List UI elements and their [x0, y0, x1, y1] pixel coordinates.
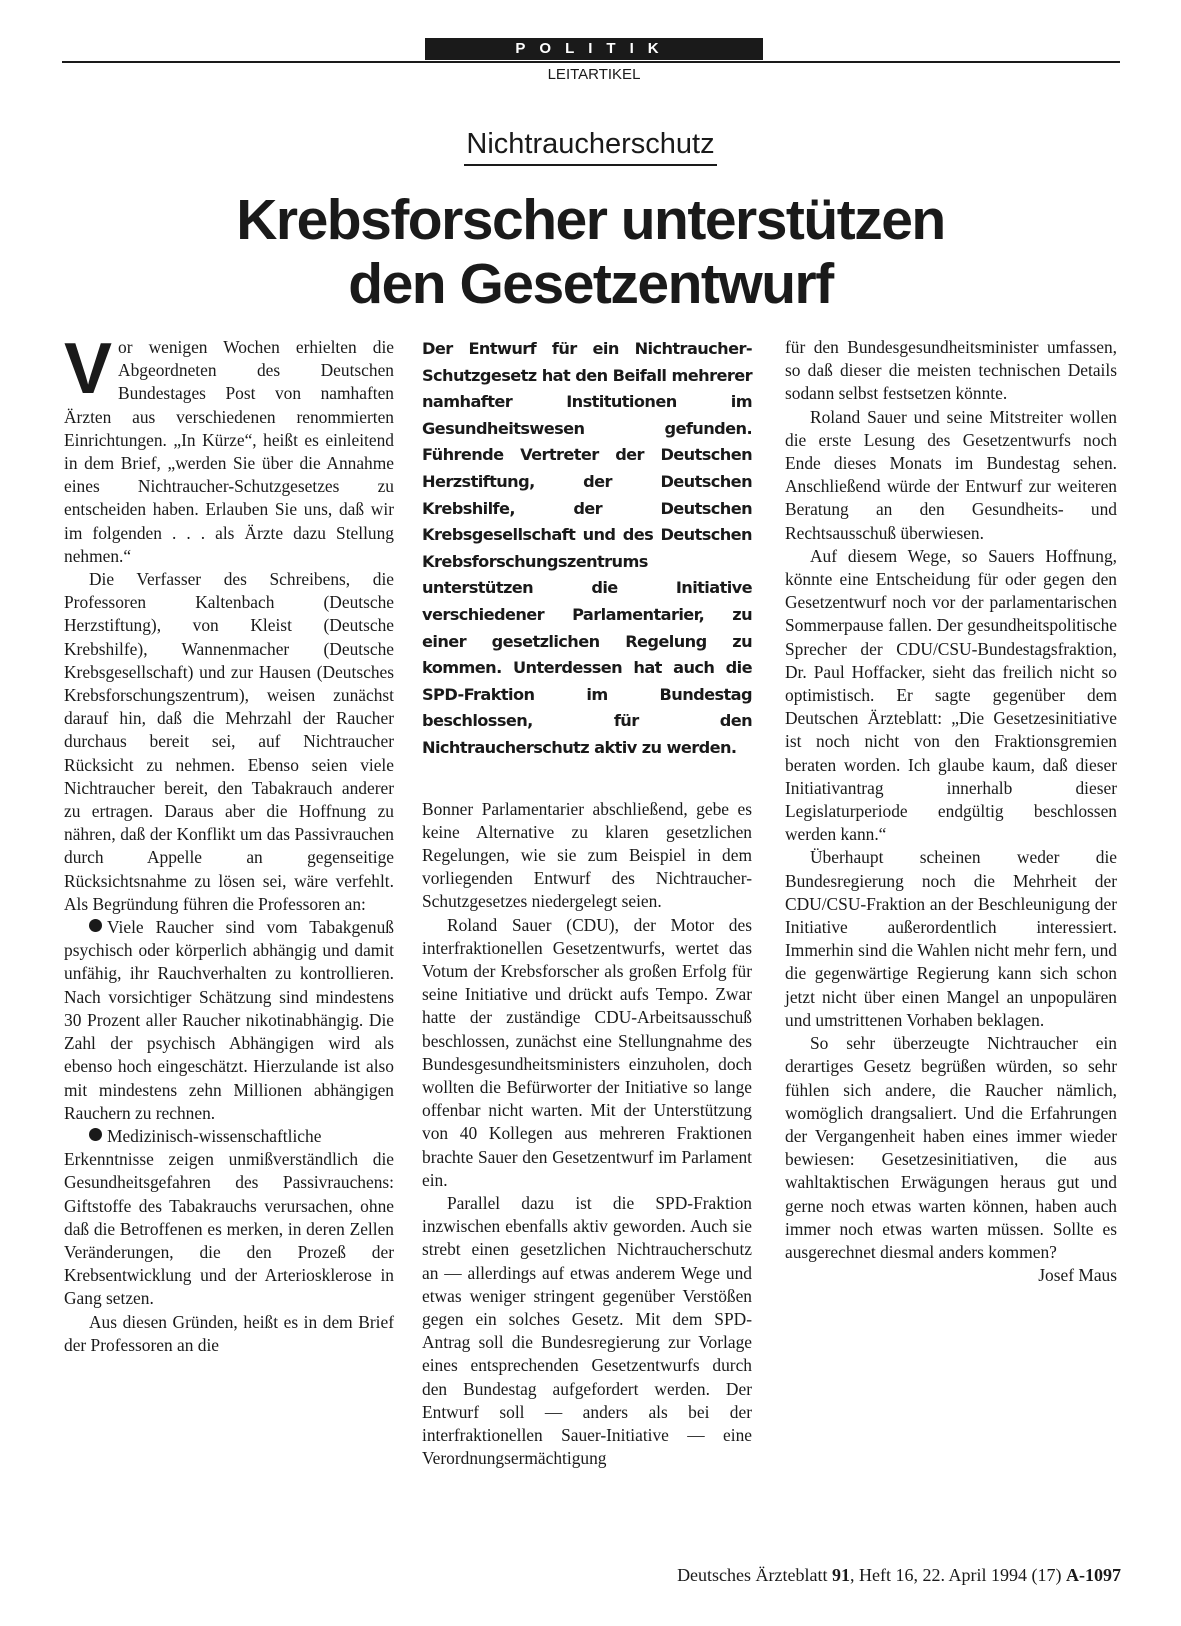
- drop-cap: V: [64, 329, 113, 409]
- headline-line-1: Krebsforscher unterstützen: [236, 188, 945, 252]
- article-column-3: [785, 336, 1117, 1287]
- journal-volume: 91: [832, 1565, 851, 1585]
- header-rule: [62, 61, 1120, 63]
- bullet-item: [64, 1125, 394, 1311]
- article-column-2: [422, 336, 752, 1470]
- bullet-icon: [89, 1128, 102, 1141]
- bullet-text: Viele Raucher sind vom Tabakgenuß psychisch oder körperlich abhängig und damit unfähig, ihr Rauchverhalten zu kontrollieren. Nach vorsichtiger Schätzung sind mindestens 30 Prozent aller Raucher nikotinabhängig. Die Zahl der psychisch Abhängigen wird als ebenso hoch eingeschätzt. Hierzulande ist also mit mindestens zehn Millionen abhängigen Rauchern zu rechnen.: [64, 917, 394, 1123]
- page-footer: [677, 1565, 1121, 1586]
- issue-date: , Heft 16, 22. April 1994 (17): [850, 1565, 1062, 1585]
- intro-paragraph: [64, 329, 394, 568]
- bullet-item: [64, 916, 394, 1125]
- body-paragraph: Aus diesen Gründen, heißt es in dem Brief der Professoren an die: [64, 1311, 394, 1355]
- headline-line-2: den Gesetzentwurf: [348, 252, 833, 316]
- body-paragraph: für den Bundesgesundheitsminister umfassen, so daß dieser die meisten technischen Details sodann selbst festsetzen könnte.: [785, 337, 1117, 404]
- intro-text: or wenigen Wochen erhielten die Abgeordneten des Deutschen Bundestages Post von namhaften Ärzten aus verschiedenen renommierten Einrichtungen. „In Kürze“, heißt es einleitend in dem Brief, „werden Sie über die Annahme eines Nichtraucher-Schutzgesetzes zu entscheiden haben. Erlauben Sie uns, daß wir im folgenden . . . als Ärzte dazu Stellung nehmen.“: [64, 337, 394, 566]
- body-paragraph: Auf diesem Wege, so Sauers Hoffnung, könnte eine Entscheidung für oder gegen den Gesetzentwurf noch vor der parlamentarischen Sommerpause fallen. Der gesundheitspolitische Sprecher der CDU/CSU-Bundestagsfraktion, Dr. Paul Hoffacker, sieht das freilich nicht so optimistisch. Er sagte gegenüber dem Deutschen Ärzteblatt: „Die Gesetzesinitiative ist noch nicht von den Fraktionsgremien beraten worden. Ich glaube kaum, daß dieser Initiativantrag innerhalb dieser Legislaturperiode endgültig beschlossen werden kann.“: [785, 545, 1117, 845]
- kicker: [0, 128, 1181, 166]
- section-label: POLITIK: [425, 38, 763, 60]
- body-paragraph: Bonner Parlamentarier abschließend, gebe es keine Alternative zu klaren gesetzlichen Regelungen, wie sie zum Beispiel in dem vorliegenden Entwurf des Nichtraucher-Schutzgesetzes niedergelegt seien.: [422, 798, 752, 912]
- article-column-1: [64, 329, 394, 1357]
- page-number: A-1097: [1066, 1565, 1121, 1585]
- teaser-box: Der Entwurf für ein Nichtraucher-Schutzgesetz hat den Beifall mehrerer namhafter Institutionen im Gesundheitswesen gefunden. Führende Vertreter der Deutschen Herzstiftung, der Deutschen Krebshilfe, der Deutschen Krebsgesellschaft und des Deutschen Krebsforschungszentrums unterstützen die Initiative verschiedener Parlamentarier, zu einer gesetzlichen Regelung zu kommen. Unterdessen hat auch die SPD-Fraktion im Bundestag beschlossen, für den Nichtraucherschutz aktiv zu werden.: [422, 339, 752, 757]
- bullet-text: Medizinisch-wissenschaftliche Erkenntnisse zeigen unmißverständlich die Gesundheitsgefahren des Passivrauchens: Giftstoffe des Tabakrauchs verursachen, ohne daß die Betroffenen es merken, in deren Zellen Veränderungen, die den Prozeß der Krebsentwicklung und der Arteriosklerose in Gang setzen.: [64, 1125, 394, 1309]
- body-paragraph: Die Verfasser des Schreibens, die Professoren Kaltenbach (Deutsche Herzstiftung), von Kleist (Deutsche Krebshilfe), Wannenmacher (Deutsche Krebsgesellschaft) und zur Hausen (Deutsches Krebsforschungszentrum), weisen zunächst darauf hin, daß die Mehrzahl der Raucher durchaus bereit sei, auf Nichtraucher Rücksicht zu nehmen. Ebenso seien viele Nichtraucher bereit, den Tabakrauch anderer zu ertragen. Daraus aber die Hoffnung zu nähren, daß der Konflikt um das Passivrauchen durch Appelle an gegenseitige Rücksichtsnahme zu lösen sei, wäre verfehlt. Als Begründung führen die Professoren an:: [64, 569, 394, 914]
- body-paragraph: Parallel dazu ist die SPD-Fraktion inzwischen ebenfalls aktiv geworden. Auch sie strebt einen gesetzlichen Nichtraucherschutz an — allerdings auf etwas anderem Wege und etwas weniger stringent gegenüber Verstößen gegen ein solches Gesetz. Mit dem SPD-Antrag soll die Bundesregierung zur Vorlage eines entsprechenden Gesetzentwurfs durch den Bundestag aufgefordert werden. Der Entwurf soll — anders als bei der interfraktionellen Sauer-Initiative — eine Verordnungsermächtigung: [422, 1192, 752, 1469]
- body-paragraph: Roland Sauer und seine Mitstreiter wollen die erste Lesung des Gesetzentwurfs noch Ende dieses Monats im Bundestag sehen. Anschließend würde der Entwurf zur weiteren Beratung an den Gesundheits- und Rechtsausschuß überwiesen.: [785, 406, 1117, 543]
- journal-name: Deutsches Ärzteblatt: [677, 1565, 828, 1585]
- body-paragraph: So sehr überzeugte Nichtraucher ein derartiges Gesetz begrüßen würden, so sehr fühlen sich andere, die Raucher nämlich, womöglich drangsaliert. Und die Erfahrungen der Vergangenheit haben eines immer wieder bewiesen: Gesetzesinitiativen, die aus wahltaktischen Erwägungen heraus gut und gerne noch etwas warten können, haben auch immer noch etwas warten müssen. Sollte es ausgerechnet diesmal anders kommen?: [785, 1033, 1117, 1262]
- bullet-icon: [89, 919, 102, 932]
- author-byline: Josef Maus: [1038, 1265, 1117, 1286]
- body-paragraph: Überhaupt scheinen weder die Bundesregierung noch die Mehrheit der CDU/CSU-Fraktion an der Beschleunigung der Initiative außerordentlich interessiert. Immerhin sind die Wahlen nicht mehr fern, und die gegenwärtige Regierung kann sich schon jetzt nicht über einen Mangel an unpopulären und umstrittenen Vorhaben beklagen.: [785, 847, 1117, 1030]
- subsection-label: LEITARTIKEL: [547, 66, 641, 83]
- kicker-text: Nichtraucherschutz: [464, 128, 716, 166]
- headline: [0, 188, 1181, 316]
- body-paragraph: Roland Sauer (CDU), der Motor des interfraktionellen Gesetzentwurfs, wertet das Votum der Krebsforscher als großen Erfolg für seine Initiative und drückt aufs Tempo. Zwar hatte der zuständige CDU-Arbeitsausschuß beschlossen, zunächst eine Stellungnahme des Bundesgesundheitsministers einzuholen, doch wollten die Befürworter der Initiative so lange offenbar nicht warten. Mit der Unterstützung von 40 Kollegen aus mehreren Fraktionen brachte Sauer den Gesetzentwurf im Parlament ein.: [422, 914, 752, 1190]
